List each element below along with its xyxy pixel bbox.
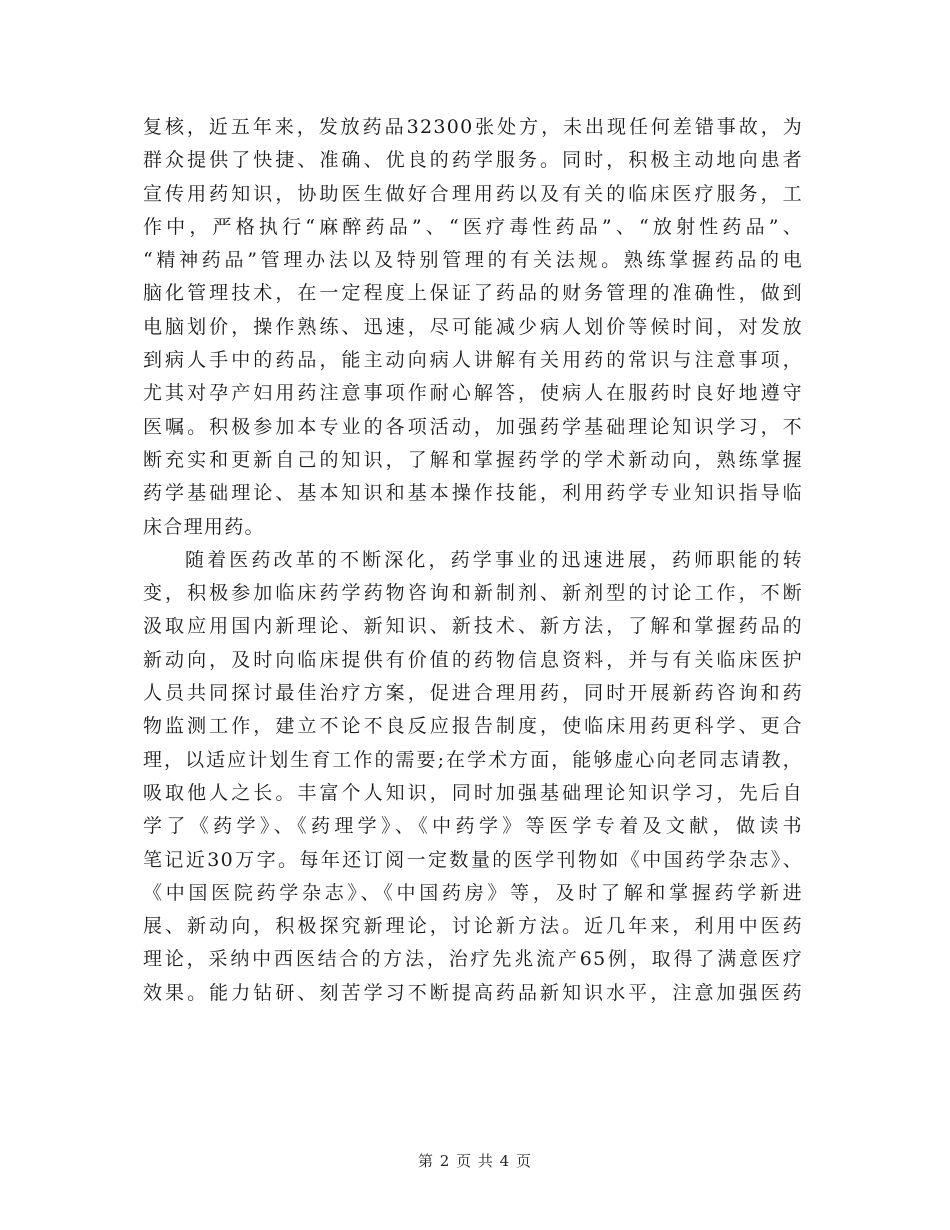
text-line: 展、新动向，积极探究新理论，讨论新方法。近几年来，利用中医药	[143, 915, 803, 938]
text-line: 宣传用药知识，协助医生做好合理用药以及有关的临床医疗服务，工	[143, 182, 803, 205]
text-line: 效果。能力钻研、刻苦学习不断提高药品新知识水平，注意加强医药	[143, 981, 803, 1004]
text-line: 理，以适应计划生育工作的需要;在学术方面，能够虚心向老同志请教，	[143, 748, 803, 771]
text-line: 作中，严格执行“麻醉药品”、“医疗毒性药品”、“放射性药品”、	[143, 215, 803, 238]
paragraph-1	[143, 111, 803, 544]
text-line: 到病人手中的药品，能主动向病人讲解有关用药的常识与注意事项，	[143, 349, 803, 372]
text-line: 学了《药学》、《药理学》、《中药学》等医学专着及文献，做读书	[143, 815, 803, 838]
text-line: 人员共同探讨最佳治疗方案，促进合理用药，同时开展新药咨询和药	[143, 682, 803, 705]
text-line: 脑化管理技术，在一定程度上保证了药品的财务管理的准确性，做到	[143, 282, 803, 305]
page-number-footer: 第 2 页 共 4 页	[418, 1152, 532, 1170]
text-line: 理论，采纳中西医结合的方法，治疗先兆流产65例，取得了满意医疗	[143, 948, 803, 971]
text-line: 复核，近五年来，发放药品32300张处方，未出现任何差错事故，为	[143, 116, 803, 138]
text-line-indented: 随着医药改革的不断深化，药学事业的迅速进展，药师职能的转	[185, 548, 803, 571]
text-line: 电脑划价，操作熟练、迅速，尽可能减少病人划价等候时间，对发放	[143, 315, 803, 338]
text-line: 笔记近30万字。每年还订阅一定数量的医学刊物如《中国药学杂志》、	[143, 848, 803, 871]
body-text	[143, 111, 803, 1010]
text-line: 新动向，及时向临床提供有价值的药物信息资料，并与有关临床医护	[143, 648, 803, 671]
text-line: 药学基础理论、基本知识和基本操作技能，利用药学专业知识指导临	[143, 482, 803, 505]
text-line-last: 床合理用药。	[143, 515, 265, 538]
text-line: 汲取应用国内新理论、新知识、新技术、新方法，了解和掌握药品的	[143, 615, 803, 638]
text-line: 《中国医院药学杂志》、《中国药房》等，及时了解和掌握药学新进	[143, 881, 803, 904]
text-line: “精神药品”管理办法以及特别管理的有关法规。熟练掌握药品的电	[143, 249, 803, 272]
paragraph-2	[143, 544, 803, 1010]
text-line: 尤其对孕产妇用药注意事项作耐心解答，使病人在服药时良好地遵守	[143, 382, 803, 405]
text-line: 吸取他人之长。丰富个人知识，同时加强基础理论知识学习，先后自	[143, 781, 803, 804]
text-line: 医嘱。积极参加本专业的各项活动，加强药学基础理论知识学习，不	[143, 415, 803, 438]
text-line: 变，积极参加临床药学药物咨询和新制剂、新剂型的讨论工作，不断	[143, 582, 803, 605]
text-line: 断充实和更新自己的知识，了解和掌握药学的学术新动向，熟练掌握	[143, 448, 803, 471]
text-line: 群众提供了快捷、准确、优良的药学服务。同时，积极主动地向患者	[143, 149, 803, 172]
text-line: 物监测工作，建立不论不良反应报告制度，使临床用药更科学、更合	[143, 715, 803, 738]
